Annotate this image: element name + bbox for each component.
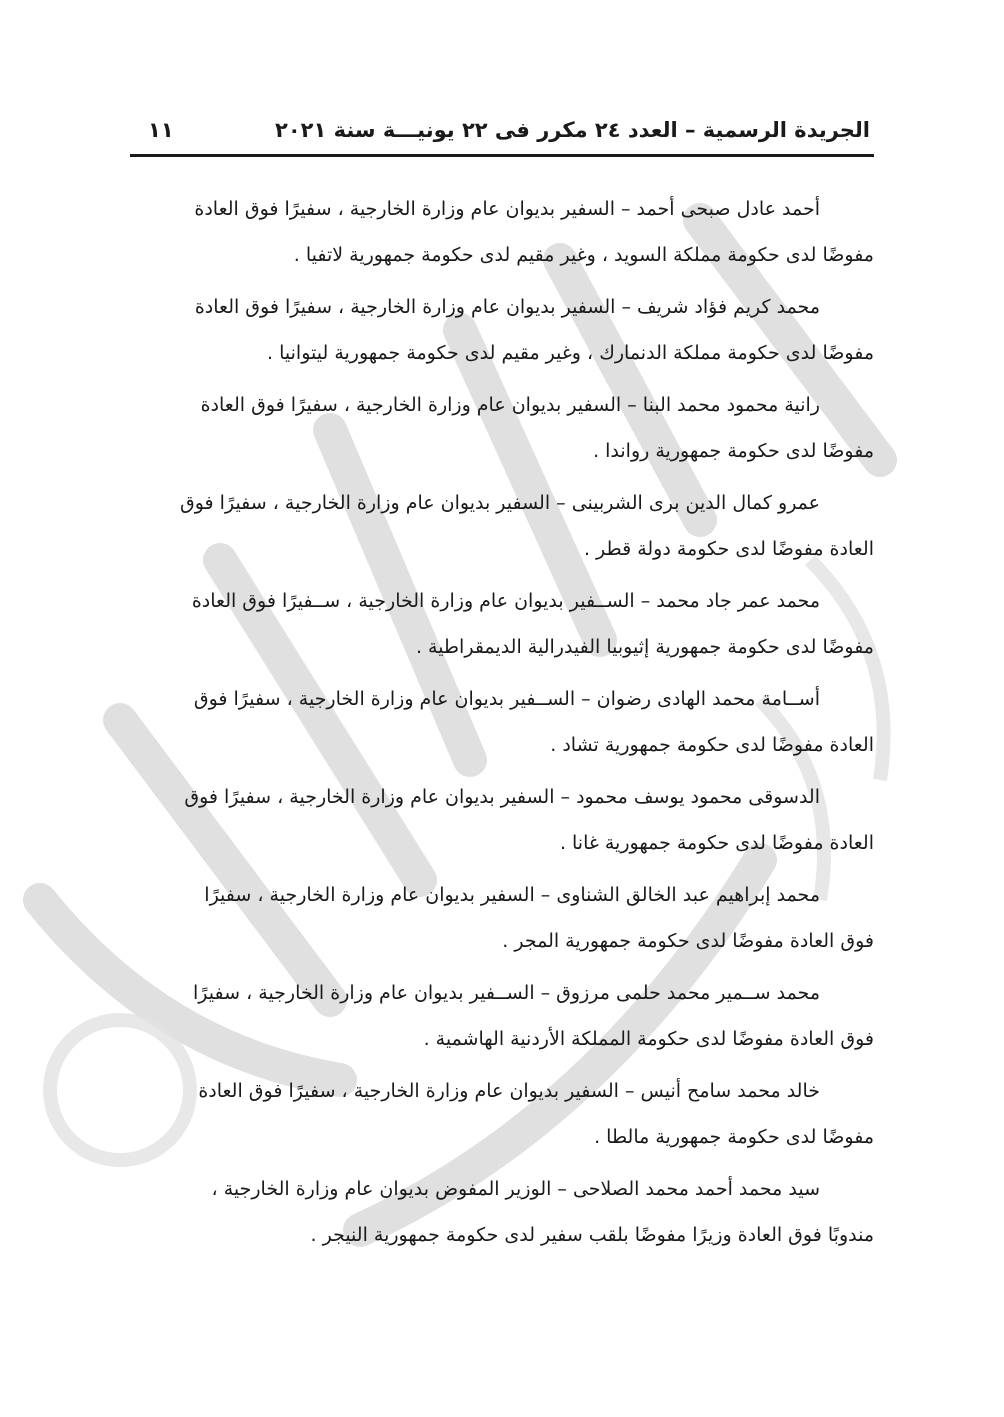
appointment-entry <box>130 774 874 866</box>
appointment-entry <box>130 1166 874 1258</box>
page-header <box>130 110 874 157</box>
entry-line: أحمد عادل صبحى أحمد – السفير بديوان عام وزارة الخارجية ، سفيرًا فوق العادة <box>194 198 820 220</box>
appointment-entry <box>130 970 874 1062</box>
entry-line: رانية محمود محمد البنا – السفير بديوان عام وزارة الخارجية ، سفيرًا فوق العادة <box>200 394 820 416</box>
decree-list <box>130 186 874 1264</box>
entry-line: مفوضًا لدى حكومة جمهورية رواندا . <box>593 440 874 462</box>
entry-line: مندوبًا فوق العادة وزيرًا مفوضًا بلقب سفير لدى حكومة جمهورية النيجر . <box>310 1224 874 1246</box>
entry-line: محمد ســمير محمد حلمى مرزوق – الســفير بديوان عام وزارة الخارجية ، سفيرًا <box>193 982 820 1004</box>
entry-line: فوق العادة مفوضًا لدى حكومة المملكة الأردنية الهاشمية . <box>423 1028 874 1050</box>
entry-line: محمد عمر جاد محمد – الســفير بديوان عام وزارة الخارجية ، ســفيرًا فوق العادة <box>191 590 820 612</box>
entry-line: محمد إبراهيم عبد الخالق الشناوى – السفير بديوان عام وزارة الخارجية ، سفيرًا <box>204 884 820 906</box>
appointment-entry <box>130 480 874 572</box>
entry-line: أســامة محمد الهادى رضوان – الســفير بديوان عام وزارة الخارجية ، سفيرًا فوق <box>193 688 820 710</box>
gazette-title: الجريدة الرسمية – العدد ٢٤ مكرر فى ٢٢ يونيـــة سنة ٢٠٢١ <box>275 118 870 142</box>
entry-line: مفوضًا لدى حكومة جمهورية إثيوبيا الفيدرالية الديمقراطية . <box>415 636 874 658</box>
appointment-entry <box>130 284 874 376</box>
entry-line: سيد محمد أحمد محمد الصلاحى – الوزير المفوض بديوان عام وزارة الخارجية ، <box>211 1178 820 1200</box>
entry-line: مفوضًا لدى حكومة جمهورية مالطا . <box>594 1126 874 1148</box>
entry-line: العادة مفوضًا لدى حكومة جمهورية تشاد . <box>550 734 874 756</box>
appointment-entry <box>130 382 874 474</box>
entry-line: فوق العادة مفوضًا لدى حكومة جمهورية المجر . <box>502 930 874 952</box>
entry-line: عمرو كمال الدين برى الشربينى – السفير بديوان عام وزارة الخارجية ، سفيرًا فوق <box>180 492 820 514</box>
entry-line: مفوضًا لدى حكومة مملكة الدنمارك ، وغير مقيم لدى حكومة جمهورية ليتوانيا . <box>267 342 874 364</box>
appointment-entry <box>130 872 874 964</box>
entry-line: الدسوقى محمود يوسف محمود – السفير بديوان عام وزارة الخارجية ، سفيرًا فوق <box>184 786 820 808</box>
page-number: ١١ <box>148 118 174 142</box>
entry-line: خالد محمد سامح أنيس – السفير بديوان عام وزارة الخارجية ، سفيرًا فوق العادة <box>198 1080 820 1102</box>
appointment-entry <box>130 578 874 670</box>
entry-line: العادة مفوضًا لدى حكومة دولة قطر . <box>583 538 874 560</box>
appointment-entry <box>130 1068 874 1160</box>
entry-line: مفوضًا لدى حكومة مملكة السويد ، وغير مقيم لدى حكومة جمهورية لاتفيا . <box>293 244 874 266</box>
entry-line: محمد كريم فؤاد شريف – السفير بديوان عام وزارة الخارجية ، سفيرًا فوق العادة <box>194 296 820 318</box>
entry-line: العادة مفوضًا لدى حكومة جمهورية غانا . <box>559 832 874 854</box>
appointment-entry <box>130 676 874 768</box>
appointment-entry <box>130 186 874 278</box>
